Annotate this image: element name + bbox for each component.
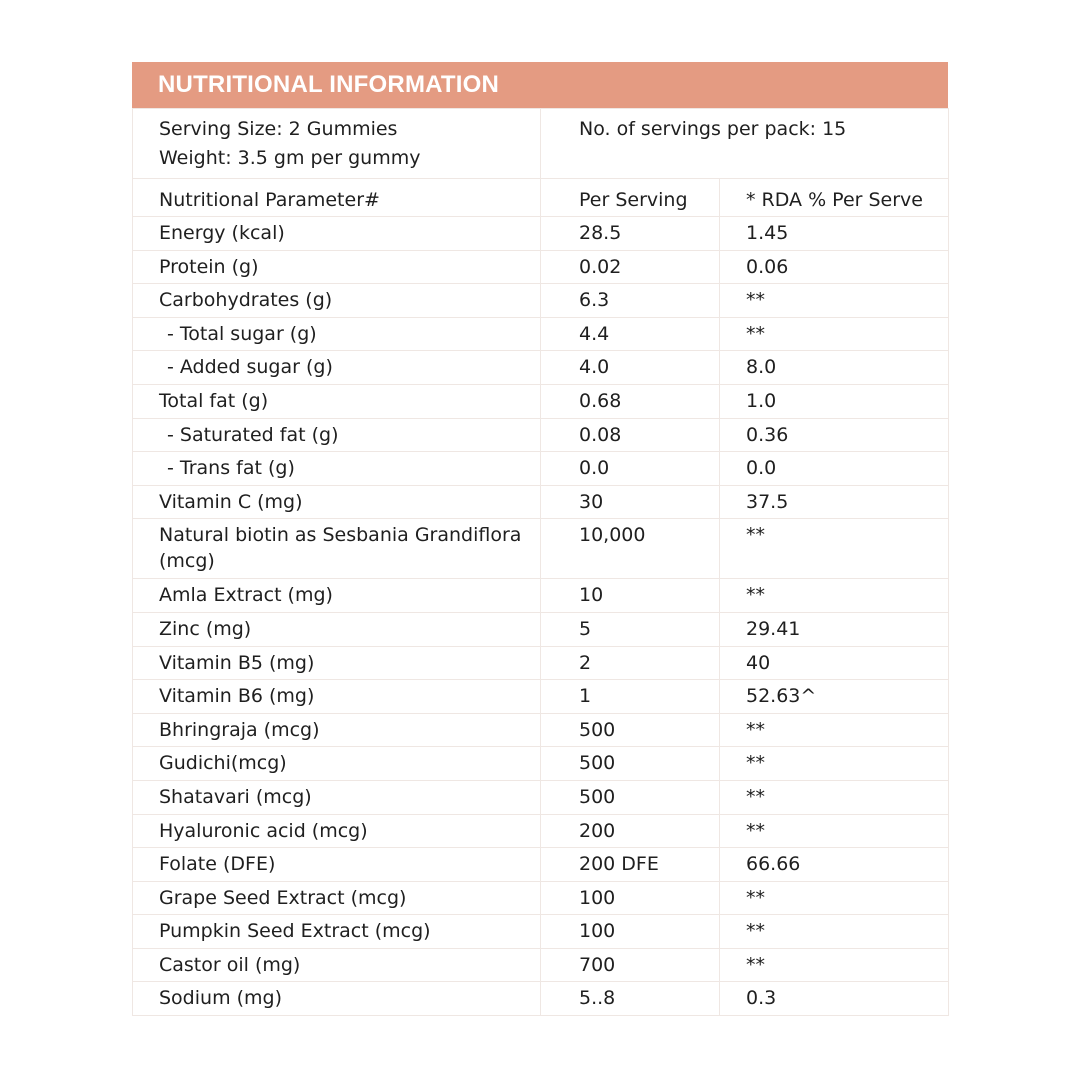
- per-serving-cell: 500: [541, 713, 720, 747]
- rda-cell: 40: [720, 646, 949, 680]
- parameter-cell: Grape Seed Extract (mcg): [133, 881, 541, 915]
- per-serving-cell: 5..8: [541, 982, 720, 1016]
- rda-cell: 37.5: [720, 485, 949, 519]
- table-row: [133, 915, 949, 949]
- parameter-cell: - Total sugar (g): [133, 317, 541, 351]
- rda-cell: **: [720, 948, 949, 982]
- per-serving-cell: 0.08: [541, 418, 720, 452]
- rda-cell: **: [720, 579, 949, 613]
- table-row: [133, 747, 949, 781]
- table-row: [133, 418, 949, 452]
- parameter-cell: Sodium (mg): [133, 982, 541, 1016]
- parameter-cell: Castor oil (mg): [133, 948, 541, 982]
- rda-cell: **: [720, 915, 949, 949]
- rda-cell: 52.63^: [720, 680, 949, 714]
- parameter-cell: Vitamin B6 (mg): [133, 680, 541, 714]
- per-serving-cell: 28.5: [541, 217, 720, 251]
- title-bar: [132, 62, 948, 108]
- parameter-cell: - Trans fat (g): [133, 452, 541, 486]
- table-row: [133, 881, 949, 915]
- per-serving-cell: 10,000: [541, 519, 720, 579]
- per-serving-cell: 500: [541, 747, 720, 781]
- table-row: [133, 646, 949, 680]
- column-header-rda: * RDA % Per Serve: [720, 179, 949, 217]
- per-serving-cell: 500: [541, 780, 720, 814]
- per-serving-cell: 200 DFE: [541, 848, 720, 882]
- serving-row: [133, 109, 949, 179]
- parameter-cell: Total fat (g): [133, 384, 541, 418]
- per-serving-cell: 6.3: [541, 284, 720, 318]
- servings-per-pack: No. of servings per pack: 15: [579, 118, 847, 140]
- rda-cell: **: [720, 780, 949, 814]
- parameter-cell: Amla Extract (mg): [133, 579, 541, 613]
- rda-cell: **: [720, 713, 949, 747]
- parameter-cell: Energy (kcal): [133, 217, 541, 251]
- table-row: [133, 217, 949, 251]
- rda-cell: 0.3: [720, 982, 949, 1016]
- table-row: [133, 485, 949, 519]
- rda-cell: 1.45: [720, 217, 949, 251]
- serving-info-cell: [133, 109, 541, 179]
- rda-cell: 29.41: [720, 612, 949, 646]
- serving-size: Serving Size: 2 Gummies: [159, 118, 398, 140]
- table-row: [133, 351, 949, 385]
- parameter-cell: - Added sugar (g): [133, 351, 541, 385]
- parameter-cell: Pumpkin Seed Extract (mcg): [133, 915, 541, 949]
- table-row: [133, 848, 949, 882]
- rda-cell: **: [720, 317, 949, 351]
- parameter-cell: Protein (g): [133, 250, 541, 284]
- per-serving-cell: 4.4: [541, 317, 720, 351]
- per-serving-cell: 10: [541, 579, 720, 613]
- table-row: [133, 579, 949, 613]
- nutrition-table: [132, 108, 949, 1016]
- table-row: [133, 948, 949, 982]
- table-row: [133, 780, 949, 814]
- servings-per-pack-cell: [541, 109, 949, 179]
- rda-cell: 1.0: [720, 384, 949, 418]
- rda-cell: 0.06: [720, 250, 949, 284]
- parameter-cell: Natural biotin as Sesbania Grandiflora (mcg): [133, 519, 541, 579]
- table-row: [133, 250, 949, 284]
- table-row: [133, 284, 949, 318]
- panel-title: NUTRITIONAL INFORMATION: [158, 71, 500, 98]
- per-serving-cell: 0.02: [541, 250, 720, 284]
- per-serving-cell: 4.0: [541, 351, 720, 385]
- parameter-cell: Shatavari (mcg): [133, 780, 541, 814]
- table-row: [133, 713, 949, 747]
- per-serving-cell: 0.0: [541, 452, 720, 486]
- parameter-cell: Vitamin C (mg): [133, 485, 541, 519]
- per-serving-cell: 2: [541, 646, 720, 680]
- per-serving-cell: 200: [541, 814, 720, 848]
- column-header-parameter: Nutritional Parameter#: [133, 179, 541, 217]
- rda-cell: **: [720, 284, 949, 318]
- rda-cell: 8.0: [720, 351, 949, 385]
- rda-cell: **: [720, 747, 949, 781]
- per-serving-cell: 100: [541, 915, 720, 949]
- per-serving-cell: 5: [541, 612, 720, 646]
- table-row: [133, 680, 949, 714]
- parameter-cell: Carbohydrates (g): [133, 284, 541, 318]
- table-row: [133, 384, 949, 418]
- column-header-per-serving: Per Serving: [541, 179, 720, 217]
- per-serving-cell: 0.68: [541, 384, 720, 418]
- per-serving-cell: 1: [541, 680, 720, 714]
- parameter-cell: Zinc (mg): [133, 612, 541, 646]
- per-serving-cell: 30: [541, 485, 720, 519]
- rda-cell: 0.36: [720, 418, 949, 452]
- nutrition-panel: [132, 62, 948, 1016]
- table-row: [133, 519, 949, 579]
- rda-cell: **: [720, 519, 949, 579]
- table-row: [133, 317, 949, 351]
- column-header-row: [133, 179, 949, 217]
- table-row: [133, 982, 949, 1016]
- parameter-cell: Bhringraja (mcg): [133, 713, 541, 747]
- rda-cell: **: [720, 814, 949, 848]
- serving-weight: Weight: 3.5 gm per gummy: [159, 147, 421, 169]
- parameter-cell: - Saturated fat (g): [133, 418, 541, 452]
- parameter-cell: Folate (DFE): [133, 848, 541, 882]
- parameter-cell: Vitamin B5 (mg): [133, 646, 541, 680]
- parameter-cell: Hyaluronic acid (mcg): [133, 814, 541, 848]
- table-row: [133, 452, 949, 486]
- rda-cell: 0.0: [720, 452, 949, 486]
- table-row: [133, 612, 949, 646]
- table-row: [133, 814, 949, 848]
- per-serving-cell: 100: [541, 881, 720, 915]
- per-serving-cell: 700: [541, 948, 720, 982]
- rda-cell: 66.66: [720, 848, 949, 882]
- rda-cell: **: [720, 881, 949, 915]
- parameter-cell: Gudichi(mcg): [133, 747, 541, 781]
